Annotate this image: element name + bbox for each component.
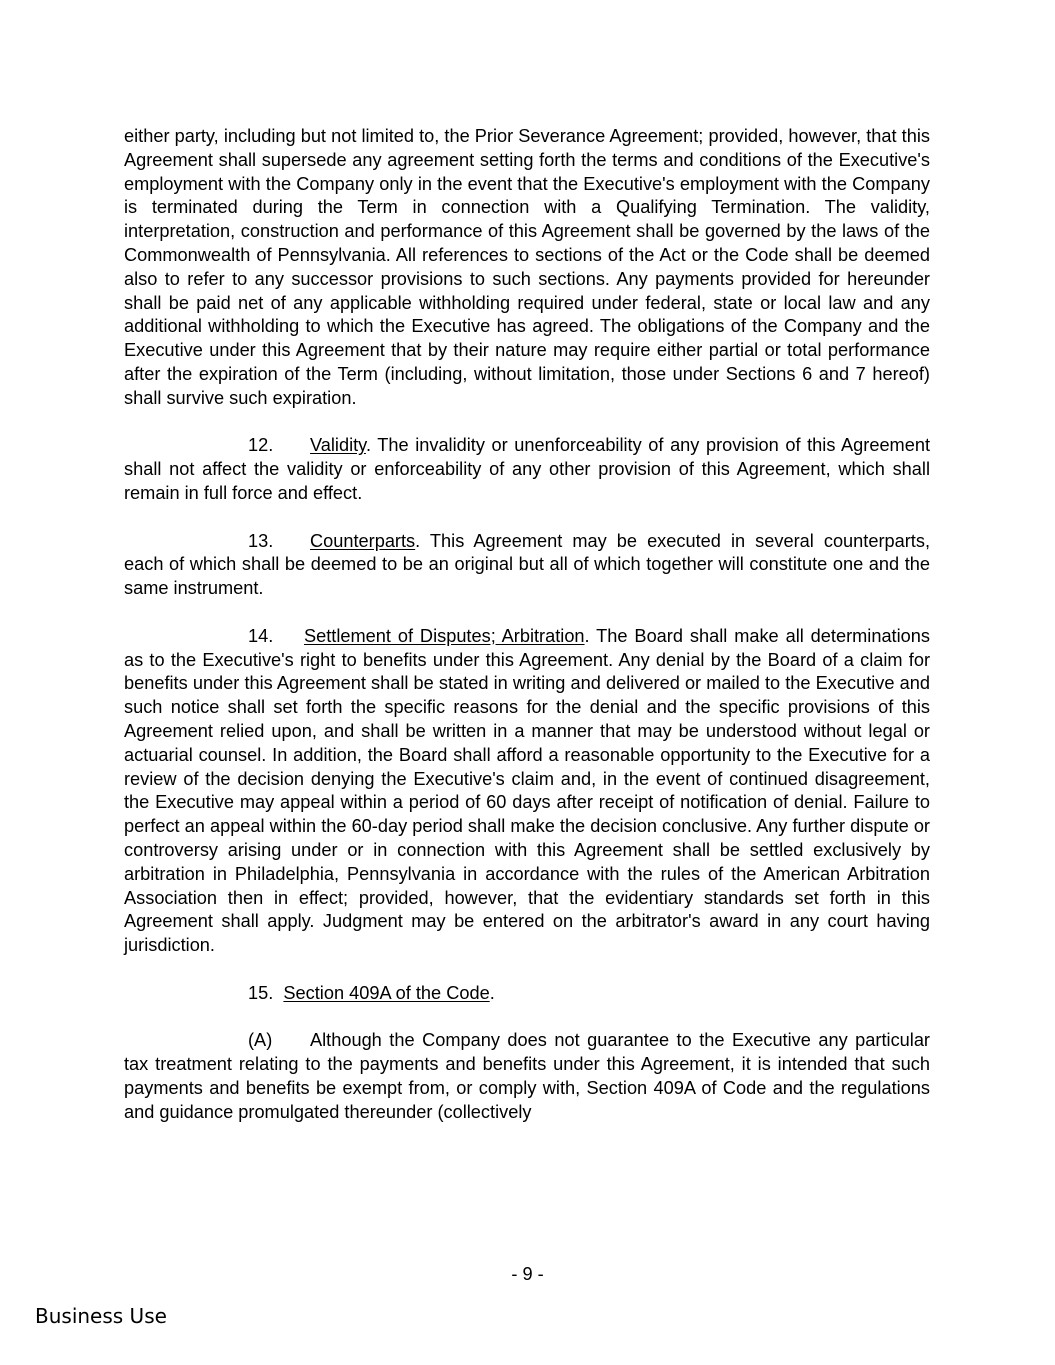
section-12	[124, 434, 930, 505]
section-heading: Validity	[310, 435, 366, 456]
paragraph-continued: either party, including but not limited to, the Prior Severance Agreement; provided, however, that this Agreement shall supersede any agreement setting forth the terms and conditions of the Executive's employment with the Company only in the event that the Executive's employment with the Company is terminated during the Term in connection with a Qualifying Termination. The validity, interpretation, construction and performance of this Agreement shall be governed by the laws of the Commonwealth of Pennsylvania. All references to sections of the Act or the Code shall be deemed also to refer to any successor provisions to such sections. Any payments provided for hereunder shall be paid net of any applicable withholding required under federal, state or local law and any additional withholding to which the Executive has agreed. The obligations of the Company and the Executive under this Agreement that by their nature may require either partial or total performance after the expiration of the Term (including, without limitation, those under Sections 6 and 7 hereof) shall survive such expiration.	[124, 126, 930, 408]
subsection-body: Although the Company does not guarantee to the Executive any particular tax treatment relating to the payments and benefits under this Agreement, it is intended that such payments and benefits be exempt from, or comply with, Section 409A of Code and the regulations and guidance promulgated thereunder (collectively	[124, 1030, 930, 1122]
section-heading: Counterparts	[310, 530, 416, 551]
section-15	[124, 982, 930, 1006]
section-body: .	[489, 982, 495, 1003]
section-heading: Settlement of Disputes; Arbitration	[304, 625, 585, 646]
section-body: . This Agreement may be executed in several counterparts, each of which shall be deemed to be an original but all of which together will constitute one and the same instrument.	[124, 530, 930, 599]
section-number: 12.	[248, 435, 274, 456]
section-heading: Section 409A of the Code	[283, 982, 490, 1003]
classification-label: Business Use	[35, 1304, 167, 1328]
section-13	[124, 530, 930, 601]
section-number: 14.	[248, 625, 274, 646]
subsection-label: (A)	[248, 1030, 273, 1051]
document-body	[124, 125, 930, 1124]
section-number: 15.	[248, 982, 274, 1003]
subsection-a	[124, 1029, 930, 1124]
page-number: - 9 -	[511, 1264, 544, 1284]
section-body: . The invalidity or unenforceability of any provision of this Agreement shall not affect the validity or enforceability of any other provision of this Agreement, which shall remain in full force and effect.	[124, 435, 930, 503]
section-body: . The Board shall make all determinations as to the Executive's right to benefits under this Agreement. Any denial by the Board of a claim for benefits under this Agreement shall be stated in writing and delivered or mailed to the Executive and such notice shall set forth the specific reasons for the denial and the specific provisions of this Agreement relied upon, and shall be written in a manner that may be understood without legal or actuarial counsel. In addition, the Board shall afford a reasonable opportunity to the Executive for a review of the decision denying the Executive's claim and, in the event of continued disagreement, the Executive may appeal within a period of 60 days after receipt of notification of denial. Failure to perfect an appeal within the 60-day period shall make the decision conclusive. Any further dispute or controversy arising under or in connection with this Agreement shall be settled exclusively by arbitration in Philadelphia, Pennsylvania in accordance with the rules of the American Arbitration Association then in effect; provided, however, that the evidentiary standards set forth in this Agreement shall apply. Judgment may be entered on the arbitrator's award in any court having jurisdiction.	[124, 625, 930, 956]
section-number: 13.	[248, 530, 274, 551]
section-14	[124, 625, 930, 958]
